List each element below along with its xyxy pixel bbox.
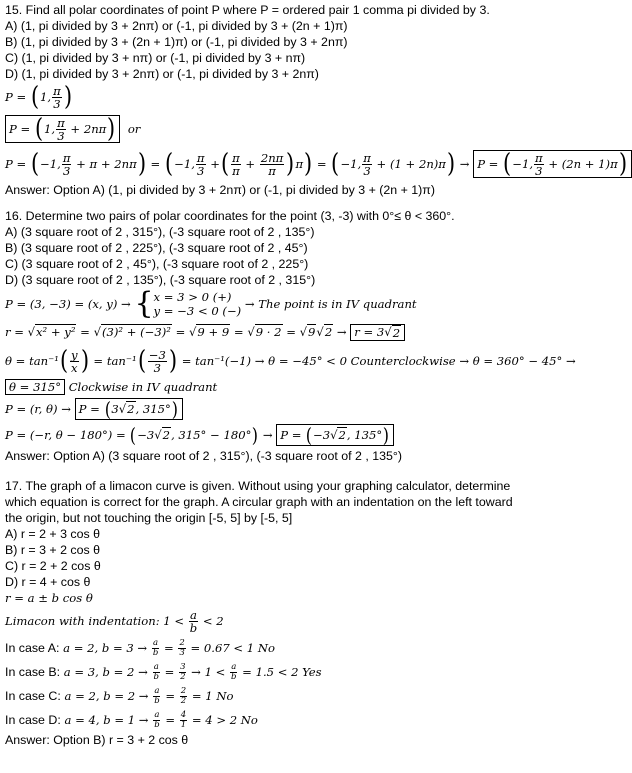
- q17-case-a-result: = 0.67 < 1 No: [190, 641, 275, 655]
- q17-indent-label: Limacon with indentation:: [5, 614, 160, 628]
- q17-indent-condition: Limacon with indentation: 1 < $\frac{a}{b}$ < 2: [5, 607, 224, 635]
- q17-general-form: r = a ± b cos θ: [5, 591, 93, 605]
- q16-work-theta-result: θ = 315° Clockwise in IV quadrant: [5, 378, 603, 396]
- q17-case-d-result: = 4 > 2 No: [191, 713, 258, 727]
- q16-cw-text: Clockwise in IV quadrant: [68, 380, 218, 394]
- q17-case-b-label: In case B:: [5, 665, 61, 679]
- q15-work-negative: P = ( −1, $\frac{\pi}{3}$ + π + 2nπ ) = ( −1, $\frac{\pi}{3}$ + ( $\frac{\pi}{\pi}$ + $\frac{2n\pi}{\pi}$ ) π ) = ( −1, $\frac{\pi}{3}$ + (1 + 2n)π ) → P = ( −1, $\frac{\pi}{3}$ + (2n + 1)π ): [5, 146, 603, 182]
- q17-case-b-vals: a = 3, b = 2 →: [63, 665, 148, 679]
- q16-ccw-text: Counterclockwise: [350, 354, 456, 368]
- q17-case-a-label: In case A:: [5, 641, 60, 655]
- q17-case-a: In case A: a = 2, b = 3 → $\frac{a}{b}$ = $\frac{2}{3}$ = 0.67 < 1 No: [5, 637, 275, 658]
- q17-case-d: In case D: a = 4, b = 1 → $\frac{a}{b}$ = $\frac{4}{1}$ = 4 > 2 No: [5, 709, 258, 730]
- q16-option-a: A) (3 square root of 2 , 315°), (-3 square root of 2 , 135°): [5, 225, 315, 239]
- q17-case-c-label: In case C:: [5, 689, 61, 703]
- q17-question-line-2: which equation is correct for the graph. A circular graph with an indentation on the left toward: [5, 495, 513, 509]
- q17-option-d: D) r = 4 + cos θ: [5, 575, 91, 589]
- q15-answer: Answer: Option A) (1, pi divided by 3 + 2nπ) or (-1, pi divided by 3 + (2n + 1)π): [5, 183, 435, 197]
- q17-case-b: In case B: a = 3, b = 2 → $\frac{a}{b}$ = $\frac{3}{2}$ → 1 < $\frac{a}{b}$ = 1.5 < 2 Yes: [5, 661, 322, 682]
- q15-option-a: A) (1, pi divided by 3 + 2nπ) or (-1, pi divided by 3 + (2n + 1)π): [5, 19, 348, 33]
- q16-quadrant-text: The point is in IV quadrant: [258, 297, 417, 311]
- q16-work-p1: P = (r, θ) → P = ( 3√2, 315° ): [5, 396, 603, 422]
- q16-work-p2: P = (−r, θ − 180°) = ( −3√2, 315° − 180° ) → P = ( −3√2, 135° ): [5, 422, 603, 448]
- q17-case-b-result: = 1.5 < 2 Yes: [242, 665, 322, 679]
- q15-option-d: D) (1, pi divided by 3 + 2nπ) or (-1, pi divided by 3 + 2nπ): [5, 67, 319, 81]
- document: [5, 2, 627, 748]
- q15-option-c: C) (1, pi divided by 3 + nπ) or (-1, pi divided by 3 + nπ): [5, 51, 306, 65]
- q15-or: or: [127, 122, 141, 136]
- q16-option-d: D) (3 square root of 2 , 135°), (-3 square root of 2 , 315°): [5, 273, 316, 287]
- q16-work-r: r = √x² + y² = √(3)² + (−3)² = √9 + 9 = √9 · 2 = √9√2 → r = 3√ 2: [5, 320, 603, 344]
- q17-option-c: C) r = 2 + 2 cos θ: [5, 559, 101, 573]
- q17-case-d-label: In case D:: [5, 713, 61, 727]
- q16-answer: Answer: Option A) (3 square root of 2 , 315°), (-3 square root of 2 , 135°): [5, 449, 402, 463]
- q15-option-b: B) (1, pi divided by 3 + (2n + 1)π) or (-1, pi divided by 3 + 2nπ): [5, 35, 348, 49]
- q17-answer: Answer: Option B) r = 3 + 2 cos θ: [5, 733, 189, 747]
- q16-option-b: B) (3 square root of 2 , 225°), (-3 square root of 2 , 45°): [5, 241, 308, 255]
- q17-option-b: B) r = 3 + 2 cos θ: [5, 543, 101, 557]
- q17-case-c-result: = 1 No: [191, 689, 234, 703]
- q17-case-c: In case C: a = 2, b = 2 → $\frac{a}{b}$ = $\frac{2}{2}$ = 1 No: [5, 685, 234, 706]
- q17-option-a: A) r = 2 + 3 cos θ: [5, 527, 101, 541]
- q15-work-boxed: P = ( 1, $\frac{\pi}{3}$ + 2nπ ) or: [5, 112, 603, 146]
- q15-question: 15. Find all polar coordinates of point P where P = ordered pair 1 comma pi divided by 3.: [5, 3, 490, 17]
- q17-question-line-1: 17. The graph of a limacon curve is given. Without using your graphing calculator, determine: [5, 479, 511, 493]
- q17-question-line-3: the origin, but not touching the origin [-5, 5] by [-5, 5]: [5, 511, 293, 525]
- q16-question: 16. Determine two pairs of polar coordinates for the point (3, -3) with 0°≤ θ < 360°.: [5, 209, 455, 223]
- q17-case-d-vals: a = 4, b = 1 →: [64, 713, 149, 727]
- q16-work-theta: θ = tan⁻¹ ( $\frac{y}{x}$ ) = tan⁻¹ ( $\frac{-3}{3}$ ) = tan⁻¹(−1) → θ = −45° < 0 Counterclockwise → θ = 360° − 45° →: [5, 346, 576, 376]
- q16-option-c: C) (3 square root of 2 , 45°), (-3 square root of 2 , 225°): [5, 257, 309, 271]
- q15-work-p: P = ( 1, $\frac{\pi}{3}$ ): [5, 82, 72, 112]
- q16-work-point: P = (3, −3) = (x, y) → { x = 3 > 0 (+) y = −3 < 0 (−) → The point is in IV quadrant: [5, 286, 417, 321]
- q17-case-a-vals: a = 2, b = 3 →: [63, 641, 148, 655]
- q17-case-c-vals: a = 2, b = 2 →: [64, 689, 149, 703]
